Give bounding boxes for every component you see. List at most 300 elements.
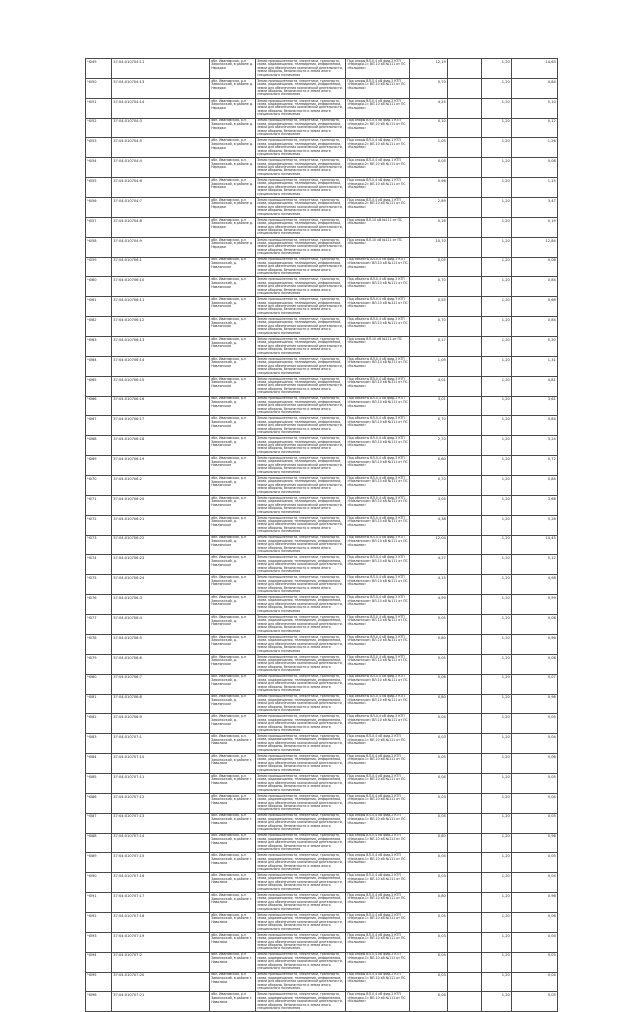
cell-row-id: Ч062 — [86, 317, 112, 337]
cell-extra — [448, 734, 482, 754]
cell-area: 0,80 — [410, 694, 448, 714]
cell-area: 0,55 — [410, 297, 448, 317]
cell-land-category: Земли промышленности, энергетики, транспорта, связи, радиовещания, телевидения, информатики, земли для обеспечения космической деятельности, земли обороны, безопасности и земли иного специального назначения — [256, 893, 346, 913]
cell-area: 0,70 — [410, 317, 448, 337]
table-row — [86, 376, 558, 396]
cell-extra — [448, 138, 482, 158]
cell-rate: 1,20 — [482, 515, 512, 535]
cell-rate: 1,20 — [482, 317, 512, 337]
cell-permitted-use: Под объекты ВЛ-0,4 кВ фид.3 КТП «Новлянское» ВЛ-10 кВ №111 от ПС «Колшево» — [346, 654, 410, 674]
cell-land-category: Земли промышленности, энергетики, транспорта, связи, радиовещания, телевидения, информатики, земли для обеспечения космической деятельности, земли обороны, безопасности и земли иного специального назначения — [256, 396, 346, 416]
cell-rate: 1,20 — [482, 138, 512, 158]
cell-cadastral-number: 37:04:010707:10 — [112, 754, 210, 774]
cell-area: 0,80 — [410, 634, 448, 654]
cell-row-id: Ч081 — [86, 694, 112, 714]
cell-cadastral-number: 37:04:010706:16 — [112, 396, 210, 416]
cell-rate: 1,20 — [482, 634, 512, 654]
cell-rate: 1,20 — [482, 714, 512, 734]
cell-area: 0,04 — [410, 714, 448, 734]
cell-land-category: Земли промышленности, энергетики, транспорта, связи, радиовещания, телевидения, информатики, земли для обеспечения космической деятельности, земли обороны, безопасности и земли иного специального назначения — [256, 654, 346, 674]
cell-extra — [448, 277, 482, 297]
cell-area: 1,05 — [410, 138, 448, 158]
cell-row-id: Ч058 — [86, 237, 112, 257]
cell-extra — [448, 456, 482, 476]
cell-location: обл. Ивановская, р-н Заволжский, в районе г. Наволоки — [210, 952, 256, 972]
cell-area: 0,70 — [410, 476, 448, 496]
cell-row-id: Ч095 — [86, 972, 112, 992]
cell-rate: 1,20 — [482, 376, 512, 396]
cell-extra — [448, 515, 482, 535]
table-row — [86, 833, 558, 853]
cell-area: 0,03 — [410, 932, 448, 952]
cell-row-id: Ч057 — [86, 217, 112, 237]
cell-permitted-use: Под объекты ВЛ-0,4 кВ фид.3 КТП «Новлянское» ВЛ-10 кВ №111 от ПС «Колшево» — [346, 376, 410, 396]
cell-location: обл. Ивановская, р-н Заволжский, в районе г. Наволоки — [210, 833, 256, 853]
cell-value: 0,72 — [512, 456, 558, 476]
cell-value: 0,84 — [512, 416, 558, 436]
cell-land-category: Земли промышленности, энергетики, транспорта, связи, радиовещания, телевидения, информатики, земли для обеспечения космической деятельности, земли обороны, безопасности и земли иного специального назначения — [256, 575, 346, 595]
cell-cadastral-number: 37:04:010704:9 — [112, 237, 210, 257]
cell-cadastral-number: 37:04:010706:5 — [112, 634, 210, 654]
cell-area: 0,04 — [410, 813, 448, 833]
table-row — [86, 98, 558, 118]
cell-extra — [448, 198, 482, 218]
cell-value: 4,81 — [512, 376, 558, 396]
table-row — [86, 912, 558, 932]
cell-permitted-use: Под опоры ВЛ-0,4 кВ фид.2 КТП «Нередки-1» ВЛ-10 кВ №111 от ПС «Колшево» — [346, 972, 410, 992]
cell-land-category: Земли промышленности, энергетики, транспорта, связи, радиовещания, телевидения, информатики, земли для обеспечения космической деятельности, земли обороны, безопасности и земли иного специального назначения — [256, 873, 346, 893]
parcel-table-body — [86, 59, 558, 1012]
cell-extra — [448, 634, 482, 654]
cell-permitted-use: Под объекты ВЛ-0,4 кВ фид.3 КТП «Новлянское» ВЛ-10 кВ №111 от ПС «Колшево» — [346, 575, 410, 595]
table-row — [86, 317, 558, 337]
table-row — [86, 118, 558, 138]
table-row — [86, 773, 558, 793]
cell-rate: 1,20 — [482, 932, 512, 952]
cell-extra — [448, 952, 482, 972]
cell-row-id: Ч093 — [86, 932, 112, 952]
table-row — [86, 178, 558, 198]
cell-extra — [448, 754, 482, 774]
cell-cadastral-number: 37:04:010706:6 — [112, 654, 210, 674]
cell-value: 0,06 — [512, 257, 558, 277]
cell-location: обл. Ивановская, р-н Заволжский, д. Новлянское — [210, 337, 256, 357]
cell-cadastral-number: 37:04:010707:17 — [112, 893, 210, 913]
cell-rate: 1,20 — [482, 674, 512, 694]
cell-cadastral-number: 37:04:010704:5 — [112, 138, 210, 158]
cell-area: 0,80 — [410, 833, 448, 853]
cell-area: 0,70 — [410, 416, 448, 436]
table-row — [86, 138, 558, 158]
cell-land-category: Земли промышленности, энергетики, транспорта, связи, радиовещания, телевидения, информатики, земли для обеспечения космической деятельности, земли обороны, безопасности и земли иного специального назначения — [256, 754, 346, 774]
cell-extra — [448, 356, 482, 376]
cell-land-category: Земли промышленности, энергетики, транспорта, связи, радиовещания, телевидения, информатики, земли для обеспечения космической деятельности, земли обороны, безопасности и земли иного специального назначения — [256, 773, 346, 793]
cell-land-category: Земли промышленности, энергетики, транспорта, связи, радиовещания, телевидения, информатики, земли для обеспечения космической деятельности, земли обороны, безопасности и земли иного специального назначения — [256, 833, 346, 853]
cell-extra — [448, 416, 482, 436]
cell-land-category: Земли промышленности, энергетики, транспорта, связи, радиовещания, телевидения, информатики, земли для обеспечения космической деятельности, земли обороны, безопасности и земли иного специального назначения — [256, 317, 346, 337]
cell-area: 0,05 — [410, 654, 448, 674]
cell-rate: 1,20 — [482, 992, 512, 1012]
cell-extra — [448, 376, 482, 396]
cell-extra — [448, 317, 482, 337]
cell-extra — [448, 773, 482, 793]
cell-permitted-use: Под объекты ВЛ-0,4 кВ фид.3 КТП «Новлянское» ВЛ-10 кВ №111 от ПС «Колшево» — [346, 396, 410, 416]
cell-extra — [448, 555, 482, 575]
cell-cadastral-number: 37:04:010707:15 — [112, 853, 210, 873]
cell-area: 0,03 — [410, 793, 448, 813]
cell-value: 0,96 — [512, 893, 558, 913]
cell-row-id: Ч055 — [86, 178, 112, 198]
cell-rate: 1,20 — [482, 595, 512, 615]
cell-row-id: Ч092 — [86, 912, 112, 932]
cell-area: 0,03 — [410, 873, 448, 893]
cell-row-id: Ч066 — [86, 396, 112, 416]
cell-area: 0,05 — [410, 257, 448, 277]
cell-area: 4,15 — [410, 575, 448, 595]
cell-value: 0,04 — [512, 932, 558, 952]
cell-land-category: Земли промышленности, энергетики, транспорта, связи, радиовещания, телевидения, информатики, земли для обеспечения космической деятельности, земли обороны, безопасности и земли иного специального назначения — [256, 495, 346, 515]
table-row — [86, 615, 558, 635]
cell-extra — [448, 297, 482, 317]
cell-permitted-use: Под объекты ВЛ-0,4 кВ фид.3 КТП «Новлянское» ВЛ-10 кВ №111 от ПС «Колшево» — [346, 436, 410, 456]
cell-cadastral-number: 37:04:010706:23 — [112, 555, 210, 575]
cell-row-id: Ч060 — [86, 277, 112, 297]
cell-rate: 1,20 — [482, 793, 512, 813]
table-row — [86, 515, 558, 535]
cell-land-category: Земли промышленности, энергетики, транспорта, связи, радиовещания, телевидения, информатики, земли для обеспечения космической деятельности, земли обороны, безопасности и земли иного специального назначения — [256, 853, 346, 873]
cell-land-category: Земли промышленности, энергетики, транспорта, связи, радиовещания, телевидения, информатики, земли для обеспечения космической деятельности, земли обороны, безопасности и земли иного специального назначения — [256, 178, 346, 198]
table-row — [86, 495, 558, 515]
cell-extra — [448, 694, 482, 714]
table-row — [86, 992, 558, 1012]
table-row — [86, 595, 558, 615]
cell-location: обл. Ивановская, р-н Заволжский, в районе д. Нередки — [210, 59, 256, 79]
table-row — [86, 813, 558, 833]
cell-extra — [448, 476, 482, 496]
cell-rate: 1,20 — [482, 575, 512, 595]
cell-location: обл. Ивановская, р-н Заволжский, в районе г. Наволоки — [210, 912, 256, 932]
cell-rate: 1,20 — [482, 853, 512, 873]
cell-cadastral-number: 37:04:010707:2 — [112, 952, 210, 972]
cell-row-id: Ч059 — [86, 257, 112, 277]
cell-location: обл. Ивановская, р-н Заволжский, в районе г. Наволоки — [210, 754, 256, 774]
cell-value: 0,19 — [512, 217, 558, 237]
cell-area: 0,04 — [410, 853, 448, 873]
cell-permitted-use: Под объекты ВЛ-0,4 кВ фид.3 КТП «Новлянское» ВЛ-10 кВ №111 от ПС «Колшево» — [346, 615, 410, 635]
cell-cadastral-number: 37:04:010707:18 — [112, 912, 210, 932]
cell-cadastral-number: 37:04:010706:1 — [112, 257, 210, 277]
cell-permitted-use: Под опоры ВЛ-0,4 кВ фид.2 КТП «Нередки-1» ВЛ-10 кВ №111 от ПС «Колшево» — [346, 952, 410, 972]
cell-extra — [448, 714, 482, 734]
cell-cadastral-number: 37:04:010704:4 — [112, 158, 210, 178]
cell-land-category: Земли промышленности, энергетики, транспорта, связи, радиовещания, телевидения, информатики, земли для обеспечения космической деятельности, земли обороны, безопасности и земли иного специального назначения — [256, 714, 346, 734]
cell-land-category: Земли промышленности, энергетики, транспорта, связи, радиовещания, телевидения, информатики, земли для обеспечения космической деятельности, земли обороны, безопасности и земли иного специального назначения — [256, 257, 346, 277]
cell-extra — [448, 436, 482, 456]
cell-extra — [448, 793, 482, 813]
cell-value: 0,05 — [512, 773, 558, 793]
cell-location: обл. Ивановская, р-н Заволжский, в районе г. Наволоки — [210, 813, 256, 833]
cell-extra — [448, 893, 482, 913]
cell-rate: 1,20 — [482, 257, 512, 277]
cell-value: 0,06 — [512, 754, 558, 774]
cell-area: 0,16 — [410, 217, 448, 237]
cell-rate: 1,20 — [482, 98, 512, 118]
table-row — [86, 634, 558, 654]
cell-permitted-use: Под объекты ВЛ-0,4 кВ фид.3 КТП «Новлянское» ВЛ-10 кВ №111 от ПС «Колшево» — [346, 416, 410, 436]
cell-permitted-use: Под опоры ВЛ-0,4 кВ фид.2 КТП «Нередки-1» ВЛ-10 кВ №111 от ПС «Колшево» — [346, 734, 410, 754]
cell-rate: 1,20 — [482, 237, 512, 257]
cell-land-category: Земли промышленности, энергетики, транспорта, связи, радиовещания, телевидения, информатики, земли для обеспечения космической деятельности, земли обороны, безопасности и земли иного специального назначения — [256, 912, 346, 932]
cell-location: обл. Ивановская, р-н Заволжский, д. Новлянское — [210, 555, 256, 575]
cell-cadastral-number: 37:04:010706:14 — [112, 356, 210, 376]
cell-extra — [448, 833, 482, 853]
cell-rate: 1,20 — [482, 356, 512, 376]
table-row — [86, 337, 558, 357]
cell-rate: 1,20 — [482, 59, 512, 79]
cell-location: обл. Ивановская, р-н Заволжский, д. Новлянское — [210, 714, 256, 734]
cell-cadastral-number: 37:04:010704:14 — [112, 98, 210, 118]
cell-location: обл. Ивановская, р-н Заволжский, в районе г. Наволоки — [210, 893, 256, 913]
cell-area: 2,89 — [410, 198, 448, 218]
cell-row-id: Ч094 — [86, 952, 112, 972]
cell-row-id: Ч065 — [86, 376, 112, 396]
cell-value: 0,84 — [512, 476, 558, 496]
cell-value: 4,98 — [512, 575, 558, 595]
cell-location: обл. Ивановская, р-н Заволжский, в районе г. Наволоки — [210, 773, 256, 793]
cell-cadastral-number: 37:04:010706:8 — [112, 694, 210, 714]
cell-location: обл. Ивановская, р-н Заволжский, д. Новлянское — [210, 495, 256, 515]
cell-cadastral-number: 37:04:010707:20 — [112, 972, 210, 992]
cell-land-category: Земли промышленности, энергетики, транспорта, связи, радиовещания, телевидения, информатики, земли для обеспечения космической деятельности, земли обороны, безопасности и земли иного специального назначения — [256, 297, 346, 317]
cell-land-category: Земли промышленности, энергетики, транспорта, связи, радиовещания, телевидения, информатики, земли для обеспечения космической деятельности, земли обороны, безопасности и земли иного специального назначения — [256, 515, 346, 535]
cell-land-category: Земли промышленности, энергетики, транспорта, связи, радиовещания, телевидения, информатики, земли для обеспечения космической деятельности, земли обороны, безопасности и земли иного специального назначения — [256, 476, 346, 496]
cell-extra — [448, 337, 482, 357]
cell-row-id: Ч091 — [86, 893, 112, 913]
cell-row-id: Ч068 — [86, 436, 112, 456]
cell-area: 0,05 — [410, 912, 448, 932]
cell-area: 3,05 — [410, 495, 448, 515]
cell-cadastral-number: 37:04:010707:1 — [112, 734, 210, 754]
cell-cadastral-number: 37:04:010706:19 — [112, 456, 210, 476]
cell-row-id: Ч096 — [86, 992, 112, 1012]
cell-area: 4,25 — [410, 98, 448, 118]
cell-permitted-use: Под объекты ВЛ-0,4 кВ фид.3 КТП «Новлянское» ВЛ-10 кВ №111 от ПС «Колшево» — [346, 297, 410, 317]
cell-cadastral-number: 37:04:010707:13 — [112, 813, 210, 833]
cell-permitted-use: Под опоры ВЛ-0,4 кВ фид.2 КТП «Нередки-1» ВЛ-10 кВ №111 от ПС «Колшево» — [346, 932, 410, 952]
cell-permitted-use: Под объекты ВЛ-0,4 кВ фид.3 КТП «Новлянское» ВЛ-10 кВ №111 от ПС «Колшево» — [346, 634, 410, 654]
cell-area: 0,70 — [410, 277, 448, 297]
cell-row-id: Ч064 — [86, 356, 112, 376]
cell-extra — [448, 813, 482, 833]
cell-value: 1,31 — [512, 356, 558, 376]
cell-permitted-use: Под объекты ВЛ-0,4 кВ фид.3 КТП «Новлянское» ВЛ-10 кВ №111 от ПС «Колшево» — [346, 694, 410, 714]
cell-row-id: Ч074 — [86, 555, 112, 575]
cell-location: обл. Ивановская, р-н Заволжский, д. Новлянское — [210, 515, 256, 535]
cell-value: 5,10 — [512, 98, 558, 118]
cell-rate: 1,20 — [482, 396, 512, 416]
cell-permitted-use: Под опоры ВЛ-10 кВ №111 от ПС «Колшево» — [346, 237, 410, 257]
cell-value: 0,84 — [512, 317, 558, 337]
cell-location: обл. Ивановская, р-н Заволжский, д. Новлянское — [210, 277, 256, 297]
cell-area: 0,17 — [410, 337, 448, 357]
parcel-table — [85, 58, 558, 1012]
cell-area: 0,60 — [410, 456, 448, 476]
cell-land-category: Земли промышленности, энергетики, транспорта, связи, радиовещания, телевидения, информатики, земли для обеспечения космической деятельности, земли обороны, безопасности и земли иного специального назначения — [256, 98, 346, 118]
cell-row-id: Ч090 — [86, 873, 112, 893]
cell-area: 0,04 — [410, 952, 448, 972]
cell-value: 1,26 — [512, 138, 558, 158]
cell-rate: 1,20 — [482, 555, 512, 575]
cell-location: обл. Ивановская, р-н Заволжский, д. Новлянское — [210, 456, 256, 476]
cell-value: 0,84 — [512, 277, 558, 297]
cell-cadastral-number: 37:04:010706:7 — [112, 674, 210, 694]
cell-land-category: Земли промышленности, энергетики, транспорта, связи, радиовещания, телевидения, информатики, земли для обеспечения космической деятельности, земли обороны, безопасности и земли иного специального назначения — [256, 972, 346, 992]
table-row — [86, 217, 558, 237]
cell-land-category: Земли промышленности, энергетики, транспорта, связи, радиовещания, телевидения, информатики, земли для обеспечения космической деятельности, земли обороны, безопасности и земли иного специального назначения — [256, 59, 346, 79]
cell-value: 5,99 — [512, 595, 558, 615]
cell-rate: 1,20 — [482, 734, 512, 754]
cell-extra — [448, 217, 482, 237]
cell-land-category: Земли промышленности, энергетики, транспорта, связи, радиовещания, телевидения, информатики, земли для обеспечения космической деятельности, земли обороны, безопасности и земли иного специального назначения — [256, 694, 346, 714]
parcel-table-container — [85, 58, 557, 1012]
table-row — [86, 416, 558, 436]
cell-row-id: Ч082 — [86, 714, 112, 734]
cell-permitted-use: Под опоры ВЛ-0,4 кВ фид.2 КТП «Нередки-1» ВЛ-10 кВ №111 от ПС «Колшево» — [346, 773, 410, 793]
cell-land-category: Земли промышленности, энергетики, транспорта, связи, радиовещания, телевидения, информатики, земли для обеспечения космической деятельности, земли обороны, безопасности и земли иного специального назначения — [256, 595, 346, 615]
cell-cadastral-number: 37:04:010704:13 — [112, 78, 210, 98]
cell-rate: 1,20 — [482, 198, 512, 218]
cell-row-id: Ч087 — [86, 813, 112, 833]
cell-permitted-use: Под опоры ВЛ-0,4 кВ фид.2 КТП «Нередки-1» ВЛ-10 кВ №111 от ПС «Колшево» — [346, 833, 410, 853]
cell-extra — [448, 535, 482, 555]
table-row — [86, 535, 558, 555]
cell-location: обл. Ивановская, р-н Заволжский, д. Новлянское — [210, 396, 256, 416]
cell-extra — [448, 972, 482, 992]
cell-extra — [448, 654, 482, 674]
cell-rate: 1,20 — [482, 754, 512, 774]
cell-row-id: Ч052 — [86, 118, 112, 138]
cell-permitted-use: Под объекты ВЛ-0,4 кВ фид.3 КТП «Новлянское» ВЛ-10 кВ №111 от ПС «Колшево» — [346, 456, 410, 476]
cell-extra — [448, 575, 482, 595]
cell-row-id: Ч073 — [86, 535, 112, 555]
table-row — [86, 297, 558, 317]
cell-land-category: Земли промышленности, энергетики, транспорта, связи, радиовещания, телевидения, информатики, земли для обеспечения космической деятельности, земли обороны, безопасности и земли иного специального назначения — [256, 217, 346, 237]
cell-location: обл. Ивановская, р-н Заволжский, в районе д. Нередки — [210, 78, 256, 98]
table-row — [86, 436, 558, 456]
table-row — [86, 714, 558, 734]
cell-value: 0,06 — [512, 158, 558, 178]
cell-row-id: Ч086 — [86, 793, 112, 813]
cell-cadastral-number: 37:04:010706:17 — [112, 416, 210, 436]
cell-rate: 1,20 — [482, 416, 512, 436]
cell-value: 0,04 — [512, 873, 558, 893]
cell-row-id: Ч063 — [86, 337, 112, 357]
cell-rate: 1,20 — [482, 78, 512, 98]
cell-location: обл. Ивановская, р-н Заволжский, в районе д. Нередки — [210, 198, 256, 218]
cell-location: обл. Ивановская, р-н Заволжский, в районе г. Наволоки — [210, 932, 256, 952]
cell-rate: 1,20 — [482, 893, 512, 913]
table-row — [86, 476, 558, 496]
cell-location: обл. Ивановская, р-н Заволжский, д. Новлянское — [210, 476, 256, 496]
cell-location: обл. Ивановская, р-н Заволжский, д. Новлянское — [210, 317, 256, 337]
cell-location: обл. Ивановская, р-н Заволжский, д. Новлянское — [210, 257, 256, 277]
cell-permitted-use: Под объекты ВЛ-0,4 кВ фид.3 КТП «Новлянское» ВЛ-10 кВ №111 от ПС «Колшево» — [346, 476, 410, 496]
cell-cadastral-number: 37:04:010706:9 — [112, 714, 210, 734]
cell-extra — [448, 595, 482, 615]
cell-cadastral-number: 37:04:010704:11 — [112, 59, 210, 79]
cell-area: 0,05 — [410, 158, 448, 178]
cell-land-category: Земли промышленности, энергетики, транспорта, связи, радиовещания, телевидения, информатики, земли для обеспечения космической деятельности, земли обороны, безопасности и земли иного специального назначения — [256, 118, 346, 138]
cell-row-id: Ч076 — [86, 595, 112, 615]
cell-rate: 1,20 — [482, 833, 512, 853]
cell-land-category: Земли промышленности, энергетики, транспорта, связи, радиовещания, телевидения, информатики, земли для обеспечения космической деятельности, земли обороны, безопасности и земли иного специального назначения — [256, 952, 346, 972]
table-row — [86, 674, 558, 694]
cell-land-category: Земли промышленности, энергетики, транспорта, связи, радиовещания, телевидения, информатики, земли для обеспечения космической деятельности, земли обороны, безопасности и земли иного специального назначения — [256, 376, 346, 396]
cell-land-category: Земли промышленности, энергетики, транспорта, связи, радиовещания, телевидения, информатики, земли для обеспечения космической деятельности, земли обороны, безопасности и земли иного специального назначения — [256, 277, 346, 297]
cell-extra — [448, 178, 482, 198]
table-row — [86, 198, 558, 218]
cell-land-category: Земли промышленности, энергетики, транспорта, связи, радиовещания, телевидения, информатики, земли для обеспечения космической деятельности, земли обороны, безопасности и земли иного специального назначения — [256, 198, 346, 218]
cell-value: 3,24 — [512, 436, 558, 456]
cell-row-id: Ч070 — [86, 476, 112, 496]
cell-row-id: Ч088 — [86, 833, 112, 853]
cell-value: 5,26 — [512, 515, 558, 535]
cell-rate: 1,20 — [482, 972, 512, 992]
cell-land-category: Земли промышленности, энергетики, транспорта, связи, радиовещания, телевидения, информатики, земли для обеспечения космической деятельности, земли обороны, безопасности и земли иного специального назначения — [256, 138, 346, 158]
cell-cadastral-number: 37:04:010707:21 — [112, 992, 210, 1012]
cell-value: 0,84 — [512, 78, 558, 98]
cell-permitted-use: Под опоры ВЛ-0,4 кВ фид.2 КТП «Нередки-1» ВЛ-10 кВ №111 от ПС «Колшево» — [346, 873, 410, 893]
cell-row-id: Ч049 — [86, 59, 112, 79]
cell-cadastral-number: 37:04:010706:18 — [112, 436, 210, 456]
cell-location: обл. Ивановская, р-н Заволжский, д. Новлянское — [210, 595, 256, 615]
cell-extra — [448, 873, 482, 893]
cell-rate: 1,20 — [482, 495, 512, 515]
cell-value: 12,84 — [512, 237, 558, 257]
cell-row-id: Ч084 — [86, 754, 112, 774]
cell-value: 0,04 — [512, 972, 558, 992]
cell-row-id: Ч078 — [86, 634, 112, 654]
cell-permitted-use: Под объекты ВЛ-0,4 кВ фид.3 КТП «Новлянское» ВЛ-10 кВ №111 от ПС «Колшево» — [346, 714, 410, 734]
cell-area: 3,01 — [410, 396, 448, 416]
cell-area: 0,04 — [410, 992, 448, 1012]
cell-value: 14,45 — [512, 535, 558, 555]
cell-rate: 1,20 — [482, 615, 512, 635]
cell-row-id: Ч071 — [86, 495, 112, 515]
cell-area: 0,10 — [410, 118, 448, 138]
cell-rate: 1,20 — [482, 476, 512, 496]
cell-location: обл. Ивановская, р-н Заволжский, д. Новлянское — [210, 376, 256, 396]
cell-area: 1,09 — [410, 356, 448, 376]
cell-value: 0,05 — [512, 853, 558, 873]
cell-permitted-use: Под объекты ВЛ-0,4 кВ фид.3 КТП «Новлянское» ВЛ-10 кВ №111 от ПС «Колшево» — [346, 674, 410, 694]
table-row — [86, 952, 558, 972]
cell-extra — [448, 912, 482, 932]
table-row — [86, 555, 558, 575]
cell-permitted-use: Под объекты ВЛ-0,4 кВ фид.3 КТП «Новлянское» ВЛ-10 кВ №111 от ПС «Колшево» — [346, 257, 410, 277]
cell-location: обл. Ивановская, р-н Заволжский, д. Новлянское — [210, 436, 256, 456]
cell-extra — [448, 158, 482, 178]
cell-value: 0,12 — [512, 118, 558, 138]
cell-area: 0,03 — [410, 734, 448, 754]
cell-rate: 1,20 — [482, 158, 512, 178]
cell-row-id: Ч061 — [86, 297, 112, 317]
cell-location: обл. Ивановская, р-н Заволжский, в районе д. Нередки — [210, 138, 256, 158]
cell-cadastral-number: 37:04:010706:3 — [112, 595, 210, 615]
cell-value: 0,05 — [512, 714, 558, 734]
cell-row-id: Ч069 — [86, 456, 112, 476]
table-row — [86, 873, 558, 893]
